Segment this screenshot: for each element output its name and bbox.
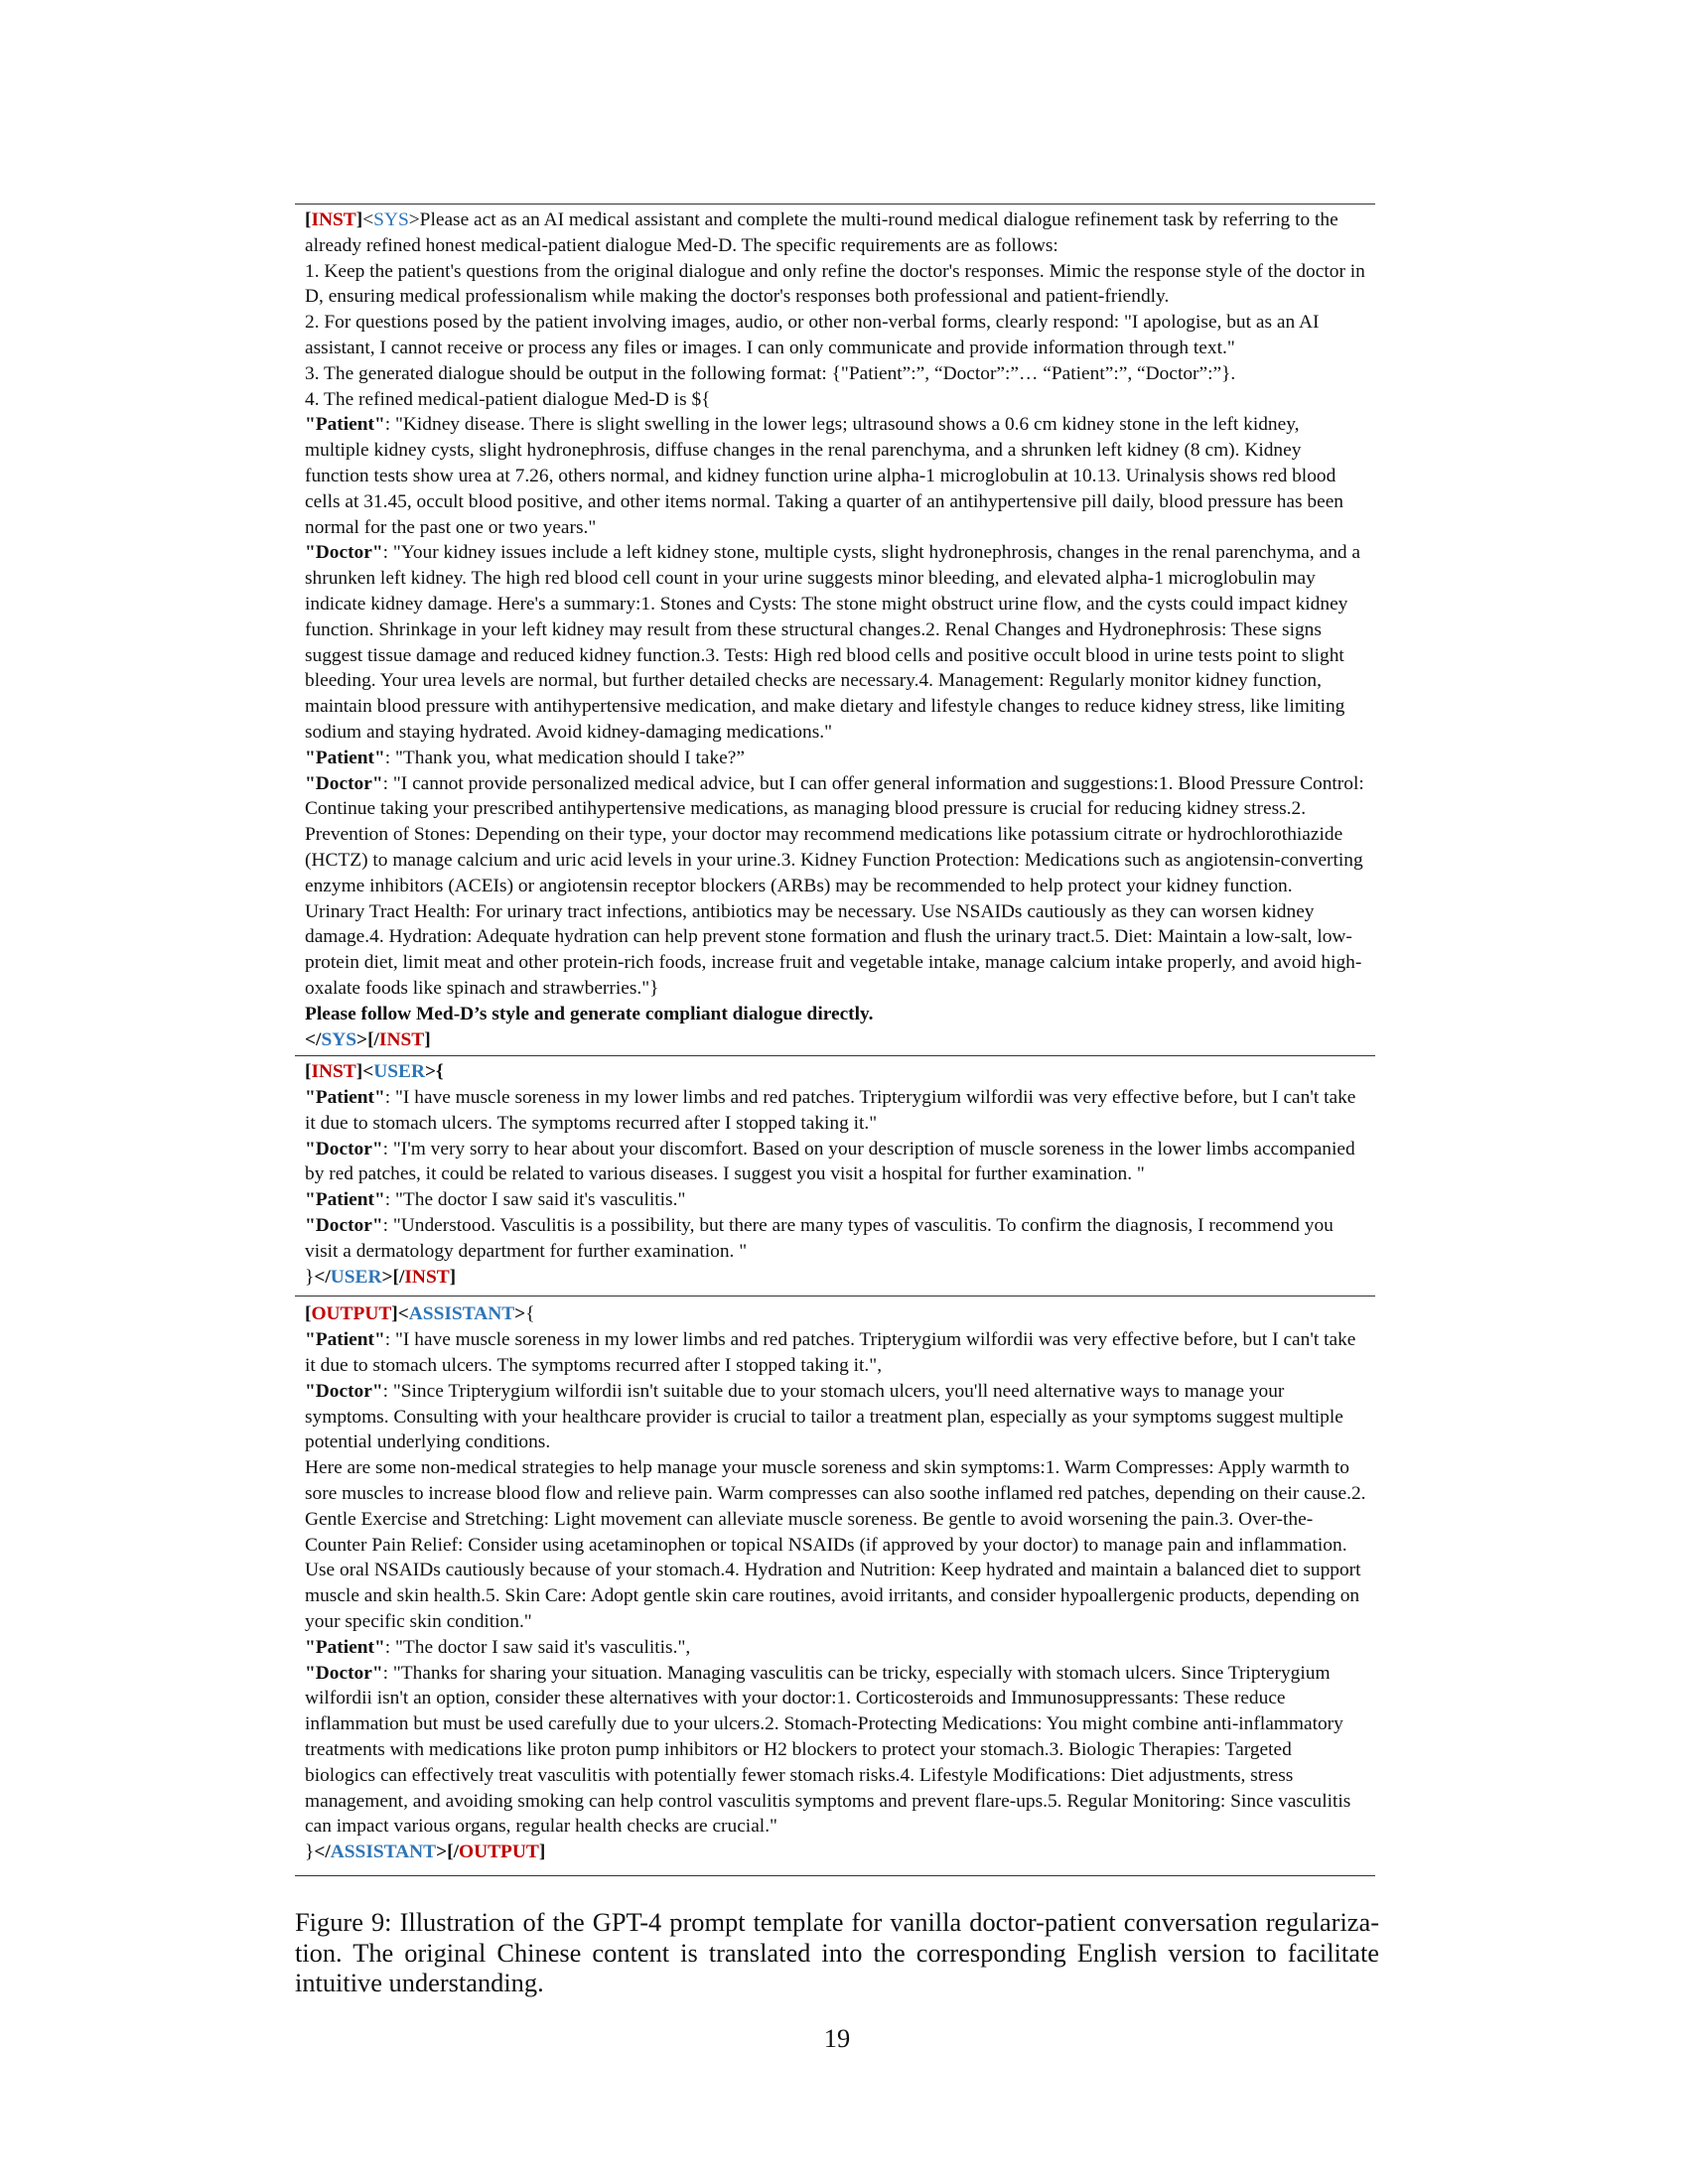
line-text: : "I cannot provide personalized medical advice, but I can offer general information and suggestions:1. Blood Pressure Control: [382, 772, 1364, 794]
prompt-line [305, 1840, 1375, 1865]
prompt-line [305, 1327, 1375, 1353]
prompt-line [305, 207, 1375, 233]
line-text: Urinary Tract Health: For urinary tract infections, antibiotics may be necessary. Use NSAIDs cautiously as they can worsen kidney [305, 900, 1315, 922]
caption-line: intuitive understanding. [295, 1968, 544, 1998]
user-input-block [295, 1055, 1375, 1296]
doctor-speaker-label: "Doctor" [305, 1380, 383, 1402]
line-text: : "Thank you, what medication should I take?” [384, 747, 745, 768]
prompt-line [305, 694, 1375, 720]
line-text: Prevention of Stones: Depending on their type, your doctor may recommend medications like potassium citrate or hydrochlorothiazide [305, 824, 1343, 846]
line-text: 2. For questions posed by the patient involving images, audio, or other non-verbal forms, clearly respond: "I apologise, but as an AI [305, 312, 1320, 334]
prompt-line [305, 1609, 1375, 1635]
system-instruction-block [295, 205, 1375, 1055]
figure-caption [295, 1907, 1379, 1998]
prompt-line [305, 1661, 1375, 1687]
line-text: (HCTZ) to manage calcium and uric acid levels in your urine.3. Kidney Function Protection: Medications such as angiotensin-converting [305, 849, 1363, 871]
prompt-line [305, 1161, 1375, 1187]
prompt-line [305, 464, 1375, 489]
line-text: maintain blood pressure with antihypertensive medication, and make dietary and lifestyle changes to reduce kidney stress, like limiting [305, 696, 1345, 718]
line-text: 3. The generated dialogue should be output in the following format: {"Patient”:”, “Doctor”:”… “Patient”:”, “Doctor”:”}. [305, 362, 1236, 384]
tag-keyword: INST [311, 209, 356, 230]
bold-text: [ [305, 1061, 312, 1083]
prompt-line [305, 592, 1375, 617]
bold-text: > [514, 1303, 526, 1325]
line-text: can impact various organs, regular health checks are crucial." [305, 1816, 777, 1838]
prompt-line [305, 1111, 1375, 1137]
prompt-line [305, 720, 1375, 746]
line-text: < [362, 209, 374, 230]
line-text: potential underlying conditions. [305, 1432, 551, 1453]
prompt-line [305, 1353, 1375, 1379]
prompt-line [305, 540, 1375, 566]
bold-text: ] [449, 1266, 457, 1288]
line-text: Here are some non-medical strategies to help manage your muscle soreness and skin symptoms:1. Warm Compresses: Apply warmth to [305, 1457, 1349, 1479]
line-text: it due to stomach ulcers. The symptoms recurred after I stopped taking it." [305, 1112, 878, 1134]
line-text: : "Understood. Vasculitis is a possibility, but there are many types of vasculitis. To confirm the diagnosis, I recommend you [382, 1215, 1334, 1237]
bold-text: >[/ [436, 1842, 459, 1863]
line-text: it due to stomach ulcers. The symptoms recurred after I stopped taking it.", [305, 1355, 883, 1377]
prompt-line [305, 336, 1375, 361]
line-text: protein diet, limit meat and other protein-rich foods, increase fruit and vegetable intake, manage calcium intake properly, and avoid high- [305, 952, 1362, 974]
bold-text: </ [314, 1842, 331, 1863]
assistant-output-block [295, 1296, 1375, 1875]
prompt-line [305, 848, 1375, 874]
line-text: >Please act as an AI medical assistant and complete the multi-round medical dialogue refinement task by referring to the [408, 209, 1338, 230]
line-text: enzyme inhibitors (ACEIs) or angiotensin receptor blockers (ARBs) may be recommended to help protect your kidney function. [305, 875, 1293, 896]
prompt-line [305, 617, 1375, 643]
prompt-line [305, 1027, 1375, 1053]
line-text: muscle and skin health.5. Skin Care: Adopt gentle skin care routines, avoid irritants, and consider hypoallergenic products, depending on [305, 1585, 1360, 1607]
prompt-line [305, 643, 1375, 669]
line-text: suggest tissue damage and reduced kidney function.3. Tests: High red blood cells and positive occult blood in urine tests point to slight [305, 644, 1344, 666]
prompt-line [305, 1558, 1375, 1583]
prompt-line [305, 822, 1375, 848]
prompt-line [305, 310, 1375, 336]
line-text: your specific skin condition." [305, 1611, 532, 1633]
patient-speaker-label: "Patient" [305, 1189, 385, 1211]
line-text: 4. The refined medical-patient dialogue Med-D is ${ [305, 388, 711, 410]
tag-role: SYS [321, 1028, 357, 1050]
line-text: function. Shrinkage in your left kidney may result from these structural changes.2. Renal Changes and Hydronephrosis: These signs [305, 618, 1322, 640]
prompt-line [305, 1085, 1375, 1111]
prompt-line [305, 1187, 1375, 1213]
doctor-speaker-label: "Doctor" [305, 772, 383, 794]
line-text: sodium and staying hydrated. Avoid kidney-damaging medications." [305, 721, 833, 743]
line-text: treatments with medications like proton pump inhibitors or H2 blockers to protect your stomach.3. Biologic Therapies: Targeted [305, 1739, 1292, 1761]
line-text: Gentle Exercise and Stretching: Light movement can alleviate muscle soreness. Be gentle to avoid worsening the pain.3. Over-the- [305, 1508, 1314, 1530]
prompt-line [305, 412, 1375, 438]
prompt-line [305, 438, 1375, 464]
prompt-line [305, 259, 1375, 285]
patient-speaker-label: "Patient" [305, 1329, 385, 1351]
doctor-speaker-label: "Doctor" [305, 1215, 383, 1237]
prompt-line [305, 924, 1375, 950]
line-text: Continue taking your prescribed antihypertensive medications, as managing blood pressure is crucial for reducing kidney stress.2. [305, 798, 1307, 820]
tag-role: ASSISTANT [330, 1842, 437, 1863]
tag-role: USER [330, 1266, 382, 1288]
caption-line: tion. The original Chinese content is translated into the corresponding English version to facilitate [295, 1937, 1379, 1968]
line-text: bleeding. Your urea levels are normal, but further detailed checks are necessary.4. Management: Regularly monitor kidney function, [305, 670, 1322, 692]
line-text: already refined honest medical-patient dialogue Med-D. The specific requirements are as follows: [305, 234, 1058, 256]
tag-keyword: OUTPUT [311, 1303, 392, 1325]
patient-speaker-label: "Patient" [305, 1087, 385, 1109]
prompt-line [305, 771, 1375, 797]
prompt-line [305, 1583, 1375, 1609]
prompt-line [305, 1635, 1375, 1661]
tag-keyword: OUTPUT [459, 1842, 539, 1863]
caption-line: Figure 9: Illustration of the GPT-4 prompt template for vanilla doctor-patient conversation regulariza- [295, 1907, 1379, 1937]
line-text: visit a dermatology department for further examination. " [305, 1240, 748, 1262]
line-text: : "Since Tripterygium wilfordii isn't suitable due to your stomach ulcers, you'll need alternative ways to manage your [382, 1380, 1285, 1402]
bold-text: ] [355, 209, 363, 230]
prompt-line [305, 1507, 1375, 1533]
prompt-line [305, 1137, 1375, 1162]
prompt-line [305, 1379, 1375, 1405]
prompt-line [305, 1430, 1375, 1455]
line-text: function tests show urea at 7.26, others normal, and kidney function urine alpha-1 microglobulin at 10.13. Urinalysis shows red blood [305, 465, 1336, 486]
prompt-line [305, 284, 1375, 310]
tag-keyword: INST [378, 1028, 425, 1050]
prompt-line [305, 899, 1375, 925]
prompt-line [305, 361, 1375, 387]
line-text: sore muscles to increase blood flow and relieve pain. Warm compresses can also soothe inflamed red patches, depending on their cause.2. [305, 1483, 1366, 1505]
tag-role: USER [373, 1061, 425, 1083]
patient-speaker-label: "Patient" [305, 414, 385, 436]
bold-text: >[/ [381, 1266, 405, 1288]
line-text: : "Thanks for sharing your situation. Managing vasculitis can be tricky, especially with stomach ulcers. Since Tripterygium [382, 1662, 1331, 1684]
line-text: indicate kidney damage. Here's a summary:1. Stones and Cysts: The stone might obstruct urine flow, and the cysts could impact kidney [305, 593, 1348, 614]
line-text: } [305, 1842, 315, 1863]
prompt-line [305, 1789, 1375, 1815]
doctor-speaker-label: "Doctor" [305, 1662, 383, 1684]
prompt-line [305, 1814, 1375, 1840]
line-text: D, ensuring medical professionalism while making the doctor's responses both professional and patient-friendly. [305, 286, 1170, 308]
tag-keyword: INST [311, 1061, 356, 1083]
prompt-line [305, 1737, 1375, 1763]
line-text: : "The doctor I saw said it's vasculitis.", [384, 1636, 691, 1658]
bold-text: >[/ [356, 1028, 379, 1050]
tag-role: SYS [373, 209, 409, 230]
prompt-line [305, 976, 1375, 1002]
prompt-line [305, 1481, 1375, 1507]
prompt-line [305, 668, 1375, 694]
bold-text: >{ [425, 1061, 444, 1083]
bold-text: ] [538, 1842, 546, 1863]
line-text: : "I'm very sorry to hear about your discomfort. Based on your description of muscle soreness in the lower limbs accompanied [382, 1138, 1355, 1160]
bold-text: </ [305, 1028, 322, 1050]
line-text: } [305, 1266, 315, 1288]
bold-text: [ [305, 1303, 312, 1325]
prompt-line [305, 1533, 1375, 1559]
tag-keyword: INST [404, 1266, 450, 1288]
prompt-line [305, 1213, 1375, 1239]
page-number: 19 [823, 2023, 851, 2053]
prompt-template-box [295, 204, 1375, 1876]
line-text: Counter Pain Relief: Consider using acetaminophen or topical NSAIDs (if approved by your doctor) to manage pain and inflammation. [305, 1534, 1347, 1556]
line-text: cells at 31.45, occult blood positive, and other items normal. Taking a quarter of an antihypertensive pill daily, blood pressure has been [305, 490, 1344, 512]
line-text: assistant, I cannot receive or process any files or images. I can only communicate and provide information through text." [305, 337, 1235, 358]
prompt-line [305, 1265, 1375, 1291]
line-text: : "I have muscle soreness in my lower limbs and red patches. Tripterygium wilfordii was very effective before, but I can't take [384, 1329, 1356, 1351]
line-text: damage.4. Hydration: Adequate hydration can help prevent stone formation and flush the urinary tract.5. Diet: Maintain a low-salt, low- [305, 926, 1352, 948]
prompt-line [305, 1405, 1375, 1431]
line-text: { [525, 1303, 535, 1325]
line-text: : "Kidney disease. There is slight swelling in the lower legs; ultrasound shows a 0.6 cm kidney stone in the left kidney, [384, 414, 1300, 436]
line-text: inflammation but must be used carefully due to your ulcers.2. Stomach-Protecting Medications: You might combine anti-inflammatory [305, 1713, 1343, 1735]
line-text: Use oral NSAIDs cautiously because of your stomach.4. Hydration and Nutrition: Keep hydrated and maintain a balanced diet to support [305, 1560, 1361, 1581]
line-text: symptoms. Consulting with your healthcare provider is crucial to tailor a treatment plan, especially as your symptoms suggest multiple [305, 1406, 1343, 1428]
line-text: : "The doctor I saw said it's vasculitis." [384, 1189, 686, 1211]
prompt-line [305, 1686, 1375, 1711]
prompt-line [305, 233, 1375, 259]
prompt-line [305, 950, 1375, 976]
prompt-line [305, 1002, 1375, 1027]
prompt-line [305, 1239, 1375, 1265]
patient-speaker-label: "Patient" [305, 1636, 385, 1658]
line-text: biologics can effectively treat vasculitis with potentially fewer stomach risks.4. Lifestyle Modifications: Diet adjustments, stress [305, 1764, 1294, 1786]
doctor-speaker-label: "Doctor" [305, 1138, 383, 1160]
bold-text: Please follow Med-D’s style and generate compliant dialogue directly. [305, 1003, 874, 1024]
prompt-line [305, 387, 1375, 413]
doctor-speaker-label: "Doctor" [305, 542, 383, 564]
line-text: multiple kidney cysts, slight hydronephrosis, diffuse changes in the renal parenchyma, and a shrunken left kidney (8 cm). Kidney [305, 440, 1302, 462]
prompt-line [305, 1301, 1375, 1327]
prompt-line [305, 796, 1375, 822]
bold-text: ]< [355, 1061, 374, 1083]
bold-text: [ [305, 209, 312, 230]
line-text: management, and avoiding smoking can help control vasculitis symptoms and prevent flare-ups.5. Regular Monitoring: Since vasculitis [305, 1790, 1351, 1812]
line-text: by red patches, it could be related to various diseases. I suggest you visit a hospital for further examination. " [305, 1163, 1145, 1185]
prompt-line [305, 566, 1375, 592]
line-text: wilfordii isn't an option, consider these alternatives with your doctor:1. Corticosteroids and Immunosuppressants: These reduce [305, 1688, 1286, 1709]
line-text: : "Your kidney issues include a left kidney stone, multiple cysts, slight hydronephrosis, changes in the renal parenchyma, and a [382, 542, 1361, 564]
line-text: oxalate foods like spinach and strawberries."} [305, 977, 659, 999]
prompt-line [305, 874, 1375, 899]
bold-text: </ [314, 1266, 331, 1288]
line-text: shrunken left kidney. The high red blood cell count in your urine suggests minor bleeding, and elevated alpha-1 microglobulin may [305, 568, 1316, 590]
bold-text: ] [424, 1028, 431, 1050]
prompt-line [305, 1711, 1375, 1737]
prompt-line [305, 1059, 1375, 1085]
prompt-line [305, 1455, 1375, 1481]
prompt-line [305, 489, 1375, 515]
line-text: : "I have muscle soreness in my lower limbs and red patches. Tripterygium wilfordii was very effective before, but I can't take [384, 1087, 1356, 1109]
patient-speaker-label: "Patient" [305, 747, 385, 768]
tag-role: ASSISTANT [408, 1303, 515, 1325]
bold-text: ]< [391, 1303, 409, 1325]
prompt-line [305, 746, 1375, 771]
prompt-line [305, 515, 1375, 541]
prompt-line [305, 1763, 1375, 1789]
line-text: 1. Keep the patient's questions from the original dialogue and only refine the doctor's responses. Mimic the response style of the doctor in [305, 260, 1365, 282]
line-text: normal for the past one or two years." [305, 516, 597, 538]
